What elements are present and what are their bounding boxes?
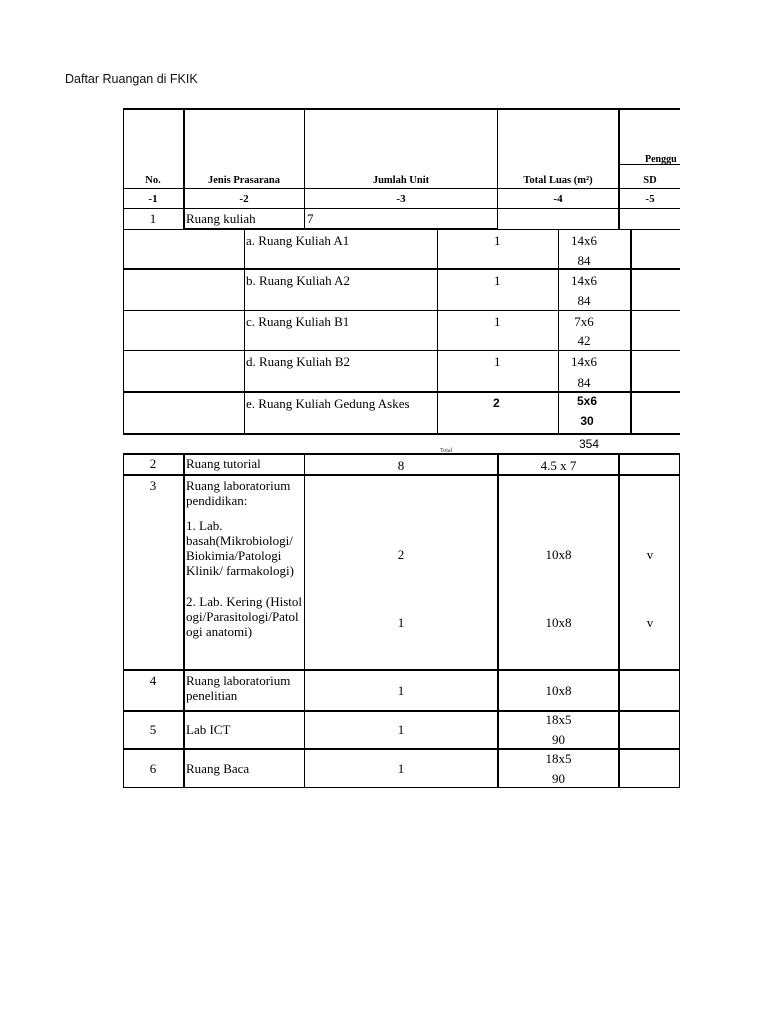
sub-e-units: 2 bbox=[493, 396, 500, 410]
sub-e-dim: 5x6 bbox=[576, 394, 598, 408]
total-label: Total bbox=[440, 448, 453, 454]
upper-left-border bbox=[123, 108, 124, 435]
sub-a-units: 1 bbox=[494, 233, 501, 248]
total-value: 354 bbox=[578, 437, 600, 451]
sub-line-b bbox=[123, 310, 680, 311]
row4-name: Ruang laboratorium penelitian bbox=[186, 673, 291, 703]
row3-top-line bbox=[123, 474, 680, 476]
lower-col1 bbox=[183, 453, 185, 788]
colnum-3: -3 bbox=[396, 193, 406, 205]
sub-b-units: 1 bbox=[494, 273, 501, 288]
row5-dim: 18x5 bbox=[545, 712, 572, 727]
colnum-line bbox=[123, 208, 680, 209]
row6-name: Ruang Baca bbox=[186, 761, 250, 776]
sub-line-c bbox=[123, 350, 680, 351]
sub-col2 bbox=[437, 229, 438, 435]
sub-c-name: c. Ruang Kuliah B1 bbox=[246, 314, 350, 329]
sub-d-area: 84 bbox=[577, 375, 591, 390]
sub-d-name: d. Ruang Kuliah B2 bbox=[246, 354, 350, 369]
header-sd: SD bbox=[643, 175, 657, 186]
sub-c-dim: 7x6 bbox=[574, 314, 594, 329]
sub-top-line bbox=[123, 229, 680, 230]
table-border-bottom bbox=[123, 787, 680, 788]
row2-no: 2 bbox=[149, 456, 157, 471]
row4-units: 1 bbox=[397, 683, 405, 698]
row2-top-line bbox=[123, 453, 680, 455]
colnum-2: -2 bbox=[239, 193, 249, 205]
row6-no: 6 bbox=[149, 761, 157, 776]
upper-col1 bbox=[183, 108, 185, 229]
header-no: No. bbox=[145, 175, 161, 186]
document-title: Daftar Ruangan di FKIK bbox=[65, 72, 198, 86]
sub-b-area: 84 bbox=[577, 293, 591, 308]
upper-col4 bbox=[618, 108, 620, 229]
header-total-luas: Total Luas (m²) bbox=[523, 175, 593, 186]
row5-name: Lab ICT bbox=[186, 722, 231, 737]
row3-name: Ruang laboratorium pendidikan: bbox=[186, 478, 291, 508]
row5-units: 1 bbox=[397, 722, 405, 737]
sub-b-dim: 14x6 bbox=[571, 273, 597, 288]
sub-a-area: 84 bbox=[577, 253, 591, 268]
header-jenis-prasarana: Jenis Prasarana bbox=[207, 175, 281, 186]
sub-b-name: b. Ruang Kuliah A2 bbox=[246, 273, 350, 288]
row2-units: 8 bbox=[397, 458, 405, 473]
row2-area: 4.5 x 7 bbox=[540, 458, 577, 473]
row3-lab1-sd: v bbox=[646, 547, 654, 562]
row6-units: 1 bbox=[397, 761, 405, 776]
upper-col3 bbox=[497, 108, 498, 229]
lower-left-border bbox=[123, 453, 124, 788]
upper-col2 bbox=[304, 108, 305, 229]
colnum-5: -5 bbox=[645, 193, 655, 205]
row3-lab1-units: 2 bbox=[397, 547, 405, 562]
sub-c-units: 1 bbox=[494, 314, 501, 329]
row4-area: 10x8 bbox=[545, 683, 572, 698]
header-penggunaan: Penggu bbox=[645, 154, 677, 165]
row1-name: Ruang kuliah bbox=[186, 211, 256, 226]
sub-line-a bbox=[123, 268, 680, 270]
sub-d-units: 1 bbox=[494, 354, 501, 369]
row3-lab2-area: 10x8 bbox=[545, 615, 572, 630]
header-jumlah-unit: Jumlah Unit bbox=[372, 175, 430, 186]
row3-lab1-area: 10x8 bbox=[545, 547, 572, 562]
row6-area: 90 bbox=[552, 771, 565, 786]
sub-d-dim: 14x6 bbox=[571, 354, 597, 369]
sub-col1 bbox=[244, 229, 245, 435]
row5-no: 5 bbox=[149, 722, 157, 737]
row1-units: 7 bbox=[307, 211, 314, 226]
row1-no: 1 bbox=[149, 211, 157, 226]
sub-e-area: 30 bbox=[580, 414, 594, 428]
row2-name: Ruang tutorial bbox=[186, 456, 261, 471]
sub-c-area: 42 bbox=[577, 333, 591, 348]
sub-e-name: e. Ruang Kuliah Gedung Askes bbox=[246, 396, 410, 411]
row6-top-line bbox=[123, 748, 680, 750]
table-border-top bbox=[123, 108, 680, 110]
sub-a-dim: 14x6 bbox=[571, 233, 597, 248]
row3-no: 3 bbox=[149, 478, 157, 493]
row3-lab1-name: 1. Lab. basah(Mikrobiologi/ Biokimia/Patologi Klinik/ farmakologi) bbox=[186, 518, 294, 578]
sub-col4 bbox=[630, 229, 632, 435]
sub-a-name: a. Ruang Kuliah A1 bbox=[246, 233, 350, 248]
row6-dim: 18x5 bbox=[545, 751, 572, 766]
colnum-4: -4 bbox=[553, 193, 563, 205]
sub-line-d bbox=[123, 391, 680, 393]
row5-area: 90 bbox=[552, 732, 565, 747]
row4-top-line bbox=[123, 669, 680, 671]
colnum-1: -1 bbox=[148, 193, 158, 205]
row3-lab2-name: 2. Lab. Kering (Histologi/Parasitologi/Patologi anatomi) bbox=[186, 594, 302, 639]
sub-line-e bbox=[123, 433, 680, 435]
row4-no: 4 bbox=[149, 673, 157, 688]
header-line bbox=[123, 188, 680, 189]
row3-lab2-sd: v bbox=[646, 615, 654, 630]
row3-lab2-units: 1 bbox=[397, 615, 405, 630]
